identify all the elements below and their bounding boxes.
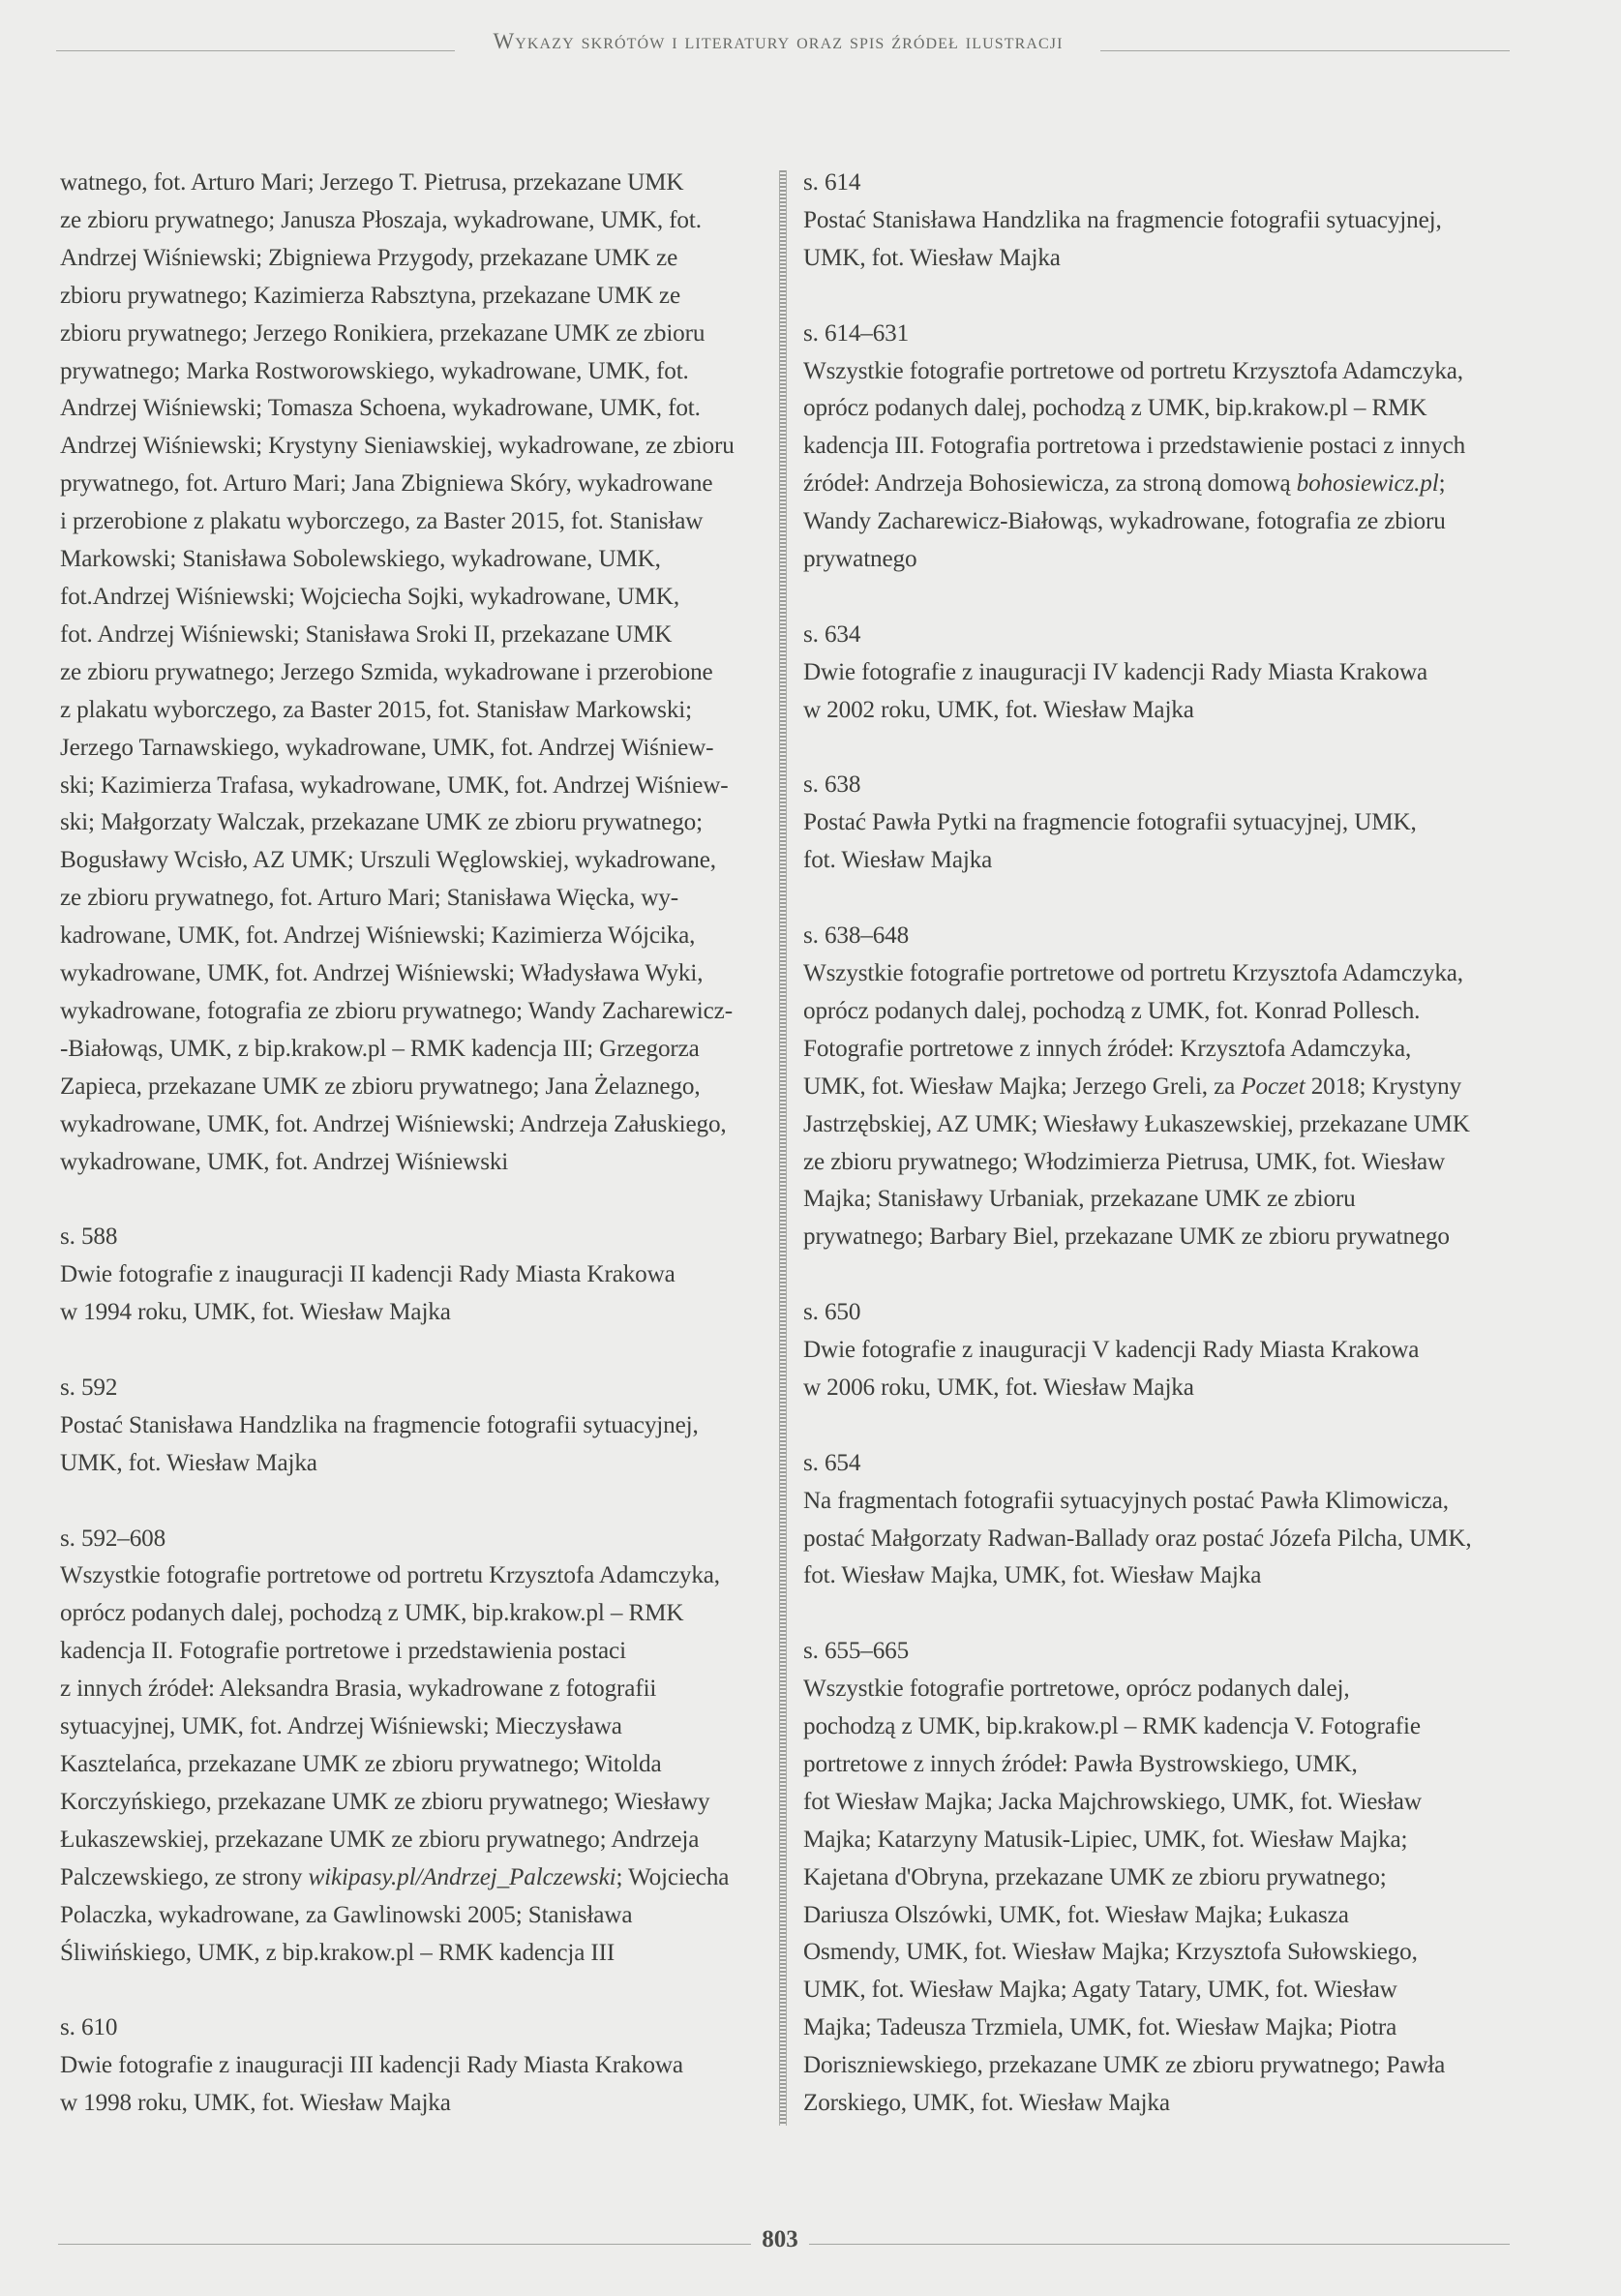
text-line: Andrzej Wiśniewski; Tomasza Schoena, wykadrowane, UMK, fot. <box>60 395 701 422</box>
entry-page-ref: s. 610 <box>60 2014 118 2041</box>
text-line: Dariusza Olszówki, UMK, fot. Wiesław Majka; Łukasza <box>803 1901 1349 1928</box>
text-line: Wszystkie fotografie portretowe od portretu Krzysztofa Adamczyka, <box>60 1562 720 1589</box>
text-line: Wandy Zacharewicz-Białowąs, wykadrowane, fotografia ze zbioru <box>803 508 1446 535</box>
text-line: ze zbioru prywatnego, fot. Arturo Mari; Stanisława Więcka, wy- <box>60 885 679 912</box>
text-line: ski; Małgorzaty Walczak, przekazane UMK ze zbioru prywatnego; <box>60 809 703 836</box>
entry-page-ref: s. 655–665 <box>803 1638 910 1665</box>
text-line: Postać Stanisława Handzlika na fragmencie fotografii sytuacyjnej, <box>803 206 1442 233</box>
header-rule-right <box>1100 50 1510 51</box>
text-line: wykadrowane, UMK, fot. Andrzej Wiśniewski; Władysława Wyki, <box>60 960 704 987</box>
illustration-source-entry <box>803 165 1515 278</box>
text-line: Korczyńskiego, przekazane UMK ze zbioru prywatnego; Wiesławy <box>60 1788 710 1815</box>
text-line: Polaczka, wykadrowane, za Gawlinowski 2005; Stanisława <box>60 1901 633 1928</box>
text-line: wykadrowane, UMK, fot. Andrzej Wiśniewski <box>60 1148 509 1175</box>
text-line: Śliwińskiego, UMK, z bip.krakow.pl – RMK kadencja III <box>60 1939 615 1966</box>
text-line: Wszystkie fotografie portretowe od portretu Krzysztofa Adamczyka, <box>803 959 1463 986</box>
text-line: z innych źródeł: Aleksandra Brasia, wykadrowane z fotografii <box>60 1676 657 1703</box>
footer-rule-left <box>58 2244 751 2245</box>
entry-description <box>803 1483 1515 1596</box>
text-line: zbioru prywatnego; Kazimierza Rabsztyna, przekazane UMK ze <box>60 282 680 309</box>
text-line: prywatnego; Marka Rostworowskiego, wykadrowane, UMK, fot. <box>60 357 689 384</box>
text-line: Dwie fotografie z inauguracji V kadencji Rady Miasta Krakowa <box>803 1337 1420 1364</box>
text-line: Wszystkie fotografie portretowe od portretu Krzysztofa Adamczyka, <box>803 357 1463 384</box>
text-line: Fotografie portretowe z innych źródeł: Krzysztofa Adamczyka, <box>803 1035 1412 1062</box>
entry-page-ref: s. 592–608 <box>60 1525 166 1552</box>
text-line: Dwie fotografie z inauguracji IV kadencji Rady Miasta Krakowa <box>803 658 1428 685</box>
text-line: Dwie fotografie z inauguracji III kadencji Rady Miasta Krakowa <box>60 2052 683 2079</box>
header-rule-left <box>56 50 455 51</box>
right-entries <box>803 165 1515 2123</box>
text-line: ze zbioru prywatnego; Janusza Płoszaja, wykadrowane, UMK, fot. <box>60 206 702 233</box>
running-head: Wykazy skrótów i literatury oraz spis źródeł ilustracji <box>493 29 1064 53</box>
text-line: i przerobione z plakatu wyborczego, za Baster 2015, fot. Stanisław <box>60 508 704 535</box>
entry-page-ref: s. 592 <box>60 1374 118 1401</box>
entry-description <box>60 1557 755 1972</box>
text-line: UMK, fot. Wiesław Majka; Jerzego Greli, za Poczet 2018; Krystyny <box>803 1072 1462 1100</box>
entry-description <box>803 1332 1515 1407</box>
text-line: Kasztelańca, przekazane UMK ze zbioru prywatnego; Witolda <box>60 1751 662 1778</box>
text-line: ze zbioru prywatnego; Jerzego Szmida, wykadrowane i przerobione <box>60 658 713 685</box>
entry-page-ref: s. 614 <box>803 169 861 196</box>
entry-page-ref: s. 638–648 <box>803 922 910 950</box>
text-line: UMK, fot. Wiesław Majka; Agaty Tatary, UMK, fot. Wiesław <box>803 1977 1397 2004</box>
illustration-source-entry <box>803 1445 1515 1596</box>
text-line: w 2006 roku, UMK, fot. Wiesław Majka <box>803 1374 1194 1401</box>
page-number: 803 <box>762 2226 798 2252</box>
illustration-source-entry <box>60 1370 755 1483</box>
entry-description <box>60 1256 755 1332</box>
text-line: prywatnego <box>803 546 917 573</box>
text-line: oprócz podanych dalej, pochodzą z UMK, fot. Konrad Pollesch. <box>803 997 1421 1024</box>
entry-page-ref: s. 614–631 <box>803 319 910 347</box>
illustration-source-entry <box>60 1219 755 1332</box>
text-line: źródeł: Andrzeja Bohosiewicza, za stroną domową bohosiewicz.pl; <box>803 470 1446 498</box>
text-line: Osmendy, UMK, fot. Wiesław Majka; Krzysztofa Sułowskiego, <box>803 1939 1418 1966</box>
text-line: fot. Wiesław Majka, UMK, fot. Wiesław Majka <box>803 1562 1262 1589</box>
text-line: ze zbioru prywatnego; Włodzimierza Pietrusa, UMK, fot. Wiesław <box>803 1148 1446 1175</box>
text-line: Markowski; Stanisława Sobolewskiego, wykadrowane, UMK, <box>60 546 661 573</box>
text-line: w 1994 roku, UMK, fot. Wiesław Majka <box>60 1299 451 1326</box>
text-line: oprócz podanych dalej, pochodzą z UMK, bip.krakow.pl – RMK <box>60 1600 684 1627</box>
text-line: fot Wiesław Majka; Jacka Majchrowskiego, UMK, fot. Wiesław <box>803 1788 1422 1815</box>
text-line: w 1998 roku, UMK, fot. Wiesław Majka <box>60 2090 451 2117</box>
text-line: watnego, fot. Arturo Mari; Jerzego T. Pietrusa, przekazane UMK <box>60 169 684 196</box>
text-line: kadencja III. Fotografia portretowa i przedstawienie postaci z innych <box>803 433 1466 460</box>
entry-page-ref: s. 634 <box>803 620 861 648</box>
text-line: UMK, fot. Wiesław Majka <box>803 244 1061 271</box>
entry-description <box>60 2047 755 2123</box>
text-line: sytuacyjnej, UMK, fot. Andrzej Wiśniewski; Mieczysława <box>60 1713 622 1740</box>
italic-reference: bohosiewicz.pl <box>1296 470 1439 498</box>
illustration-source-entry <box>803 617 1515 730</box>
entry-page-ref: s. 654 <box>803 1449 861 1476</box>
text-line: Majka; Stanisławy Urbaniak, przekazane UMK ze zbioru <box>803 1186 1356 1213</box>
entry-page-ref: s. 650 <box>803 1299 861 1326</box>
text-line: portretowe z innych źródeł: Pawła Bystrowskiego, UMK, <box>803 1750 1358 1777</box>
entry-description <box>803 353 1515 579</box>
text-line: postać Małgorzaty Radwan-Ballady oraz postać Józefa Pilcha, UMK, <box>803 1525 1472 1552</box>
illustration-source-entry <box>803 1633 1515 2123</box>
text-line: prywatnego, fot. Arturo Mari; Jana Zbigniewa Skóry, wykadrowane <box>60 470 713 498</box>
text-line: fot. Andrzej Wiśniewski; Stanisława Sroki II, przekazane UMK <box>60 620 673 648</box>
illustration-source-entry <box>803 767 1515 880</box>
text-line: fot. Wiesław Majka <box>803 847 993 874</box>
entry-description <box>803 654 1515 730</box>
text-line: Postać Pawła Pytki na fragmencie fotografii sytuacyjnej, UMK, <box>803 809 1417 836</box>
text-line: Zapieca, przekazane UMK ze zbioru prywatnego; Jana Żelaznego, <box>60 1072 701 1100</box>
left-column <box>60 165 755 2160</box>
text-line: zbioru prywatnego; Jerzego Ronikiera, przekazane UMK ze zbioru <box>60 319 705 347</box>
right-column <box>803 165 1515 2160</box>
text-line: Kajetana d'Obryna, przekazane UMK ze zbioru prywatnego; <box>803 1863 1387 1890</box>
text-line: ski; Kazimierza Trafasa, wykadrowane, UMK, fot. Andrzej Wiśniew- <box>60 771 729 799</box>
illustration-source-entry <box>803 316 1515 579</box>
text-line: Doriszniewskiego, przekazane UMK ze zbioru prywatnego; Pawła <box>803 2052 1446 2079</box>
entry-page-ref: s. 638 <box>803 771 861 799</box>
text-line: Bogusławy Wcisło, AZ UMK; Urszuli Węglowskiej, wykadrowane, <box>60 847 716 874</box>
text-line: oprócz podanych dalej, pochodzą z UMK, bip.krakow.pl – RMK <box>803 395 1427 422</box>
italic-reference: wikipasy.pl/Andrzej_Palczewski <box>308 1863 616 1890</box>
text-line: Andrzej Wiśniewski; Krystyny Sieniawskiej, wykadrowane, ze zbioru <box>60 433 735 460</box>
illustration-source-entry <box>60 1521 755 1973</box>
text-line: Andrzej Wiśniewski; Zbigniewa Przygody, przekazane UMK ze <box>60 244 678 271</box>
text-line: Majka; Tadeusza Trzmiela, UMK, fot. Wiesław Majka; Piotra <box>803 2014 1397 2041</box>
illustration-source-entry <box>803 918 1515 1256</box>
text-line: -Białowąs, UMK, z bip.krakow.pl – RMK kadencja III; Grzegorza <box>60 1035 700 1062</box>
entry-page-ref: s. 588 <box>60 1224 118 1251</box>
text-line: Majka; Katarzyny Matusik-Lipiec, UMK, fot. Wiesław Majka; <box>803 1826 1408 1853</box>
text-line: wykadrowane, UMK, fot. Andrzej Wiśniewski; Andrzeja Załuskiego, <box>60 1110 727 1137</box>
entry-description <box>803 1671 1515 2123</box>
column-divider-ornament <box>779 170 787 2126</box>
text-line: UMK, fot. Wiesław Majka <box>60 1449 317 1476</box>
footer-rule-right <box>809 2244 1510 2245</box>
text-line: Jerzego Tarnawskiego, wykadrowane, UMK, fot. Andrzej Wiśniew- <box>60 734 714 761</box>
text-line: Postać Stanisława Handzlika na fragmencie fotografii sytuacyjnej, <box>60 1411 699 1438</box>
text-line: prywatnego; Barbary Biel, przekazane UMK ze zbioru prywatnego <box>803 1224 1450 1251</box>
text-line: Łukaszewskiej, przekazane UMK ze zbioru prywatnego; Andrzeja <box>60 1826 700 1853</box>
continued-entry <box>60 165 755 1181</box>
text-line: Dwie fotografie z inauguracji II kadencji Rady Miasta Krakowa <box>60 1261 675 1288</box>
text-line: wykadrowane, fotografia ze zbioru prywatnego; Wandy Zacharewicz- <box>60 997 733 1024</box>
entry-description <box>803 804 1515 880</box>
text-line: Jastrzębskiej, AZ UMK; Wiesławy Łukaszewskiej, przekazane UMK <box>803 1110 1470 1137</box>
text-line: Wszystkie fotografie portretowe, oprócz podanych dalej, <box>803 1676 1350 1703</box>
entry-description <box>803 955 1515 1256</box>
entry-description <box>60 1407 755 1483</box>
text-line: pochodzą z UMK, bip.krakow.pl – RMK kadencja V. Fotografie <box>803 1713 1421 1740</box>
text-line: z plakatu wyborczego, za Baster 2015, fot. Stanisław Markowski; <box>60 696 692 723</box>
text-line: Palczewskiego, ze strony wikipasy.pl/Andrzej_Palczewski; Wojciecha <box>60 1863 730 1890</box>
text-line: kadrowane, UMK, fot. Andrzej Wiśniewski; Kazimierza Wójcika, <box>60 922 696 950</box>
left-entries <box>60 1219 755 2123</box>
illustration-source-entry <box>803 1294 1515 1407</box>
text-line: kadencja II. Fotografie portretowe i przedstawienia postaci <box>60 1638 626 1665</box>
text-line: w 2002 roku, UMK, fot. Wiesław Majka <box>803 696 1194 723</box>
text-line: Zorskiego, UMK, fot. Wiesław Majka <box>803 2090 1170 2117</box>
italic-reference: Poczet <box>1241 1072 1306 1100</box>
entry-description <box>803 202 1515 278</box>
illustration-source-entry <box>60 2009 755 2123</box>
text-line: fot.Andrzej Wiśniewski; Wojciecha Sojki, wykadrowane, UMK, <box>60 583 679 610</box>
text-line: Na fragmentach fotografii sytuacyjnych postać Pawła Klimowicza, <box>803 1487 1449 1514</box>
